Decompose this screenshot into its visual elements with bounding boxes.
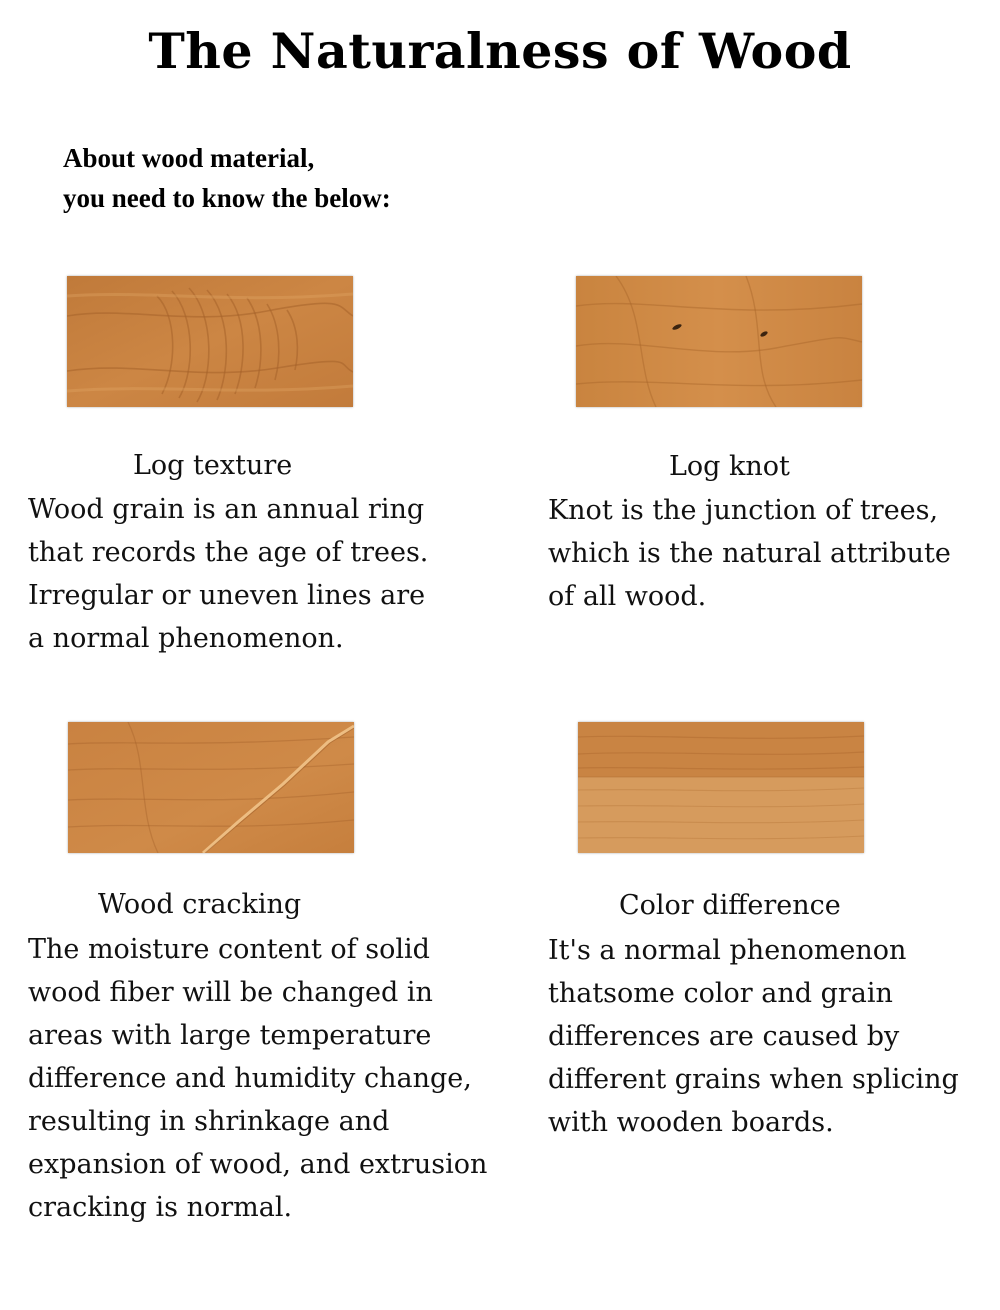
- log-texture-image: [67, 276, 353, 407]
- log-knot-description: [548, 489, 951, 618]
- description-line: cracking is normal.: [28, 1192, 293, 1223]
- intro-line: About wood material,: [63, 143, 315, 173]
- description-line: wood fiber will be changed in: [28, 977, 433, 1008]
- log-texture-description: [28, 488, 428, 660]
- intro-line: you need to know the below:: [63, 183, 391, 213]
- description-line: The moisture content of solid: [28, 934, 430, 965]
- description-line: that records the age of trees.: [28, 537, 429, 568]
- description-line: thatsome color and grain: [548, 978, 893, 1009]
- color-difference-heading: Color difference: [619, 890, 841, 921]
- page-title: The Naturalness of Wood: [148, 22, 852, 80]
- log-knot-heading: Log knot: [669, 451, 790, 482]
- description-line: Irregular or uneven lines are: [28, 580, 426, 611]
- intro-text: [63, 138, 391, 218]
- description-line: expansion of wood, and extrusion: [28, 1149, 488, 1180]
- log-texture-heading: Log texture: [133, 450, 293, 481]
- color-difference-description: [548, 929, 959, 1144]
- description-line: Knot is the junction of trees,: [548, 495, 939, 526]
- description-line: different grains when splicing: [548, 1064, 959, 1095]
- description-line: of all wood.: [548, 581, 707, 612]
- description-line: areas with large temperature: [28, 1020, 432, 1051]
- wood-cracking-heading: Wood cracking: [98, 889, 302, 920]
- description-line: Wood grain is an annual ring: [28, 494, 425, 525]
- description-line: a normal phenomenon.: [28, 623, 344, 654]
- color-difference-image: [578, 722, 864, 853]
- wood-cracking-description: [28, 928, 487, 1229]
- description-line: It's a normal phenomenon: [548, 935, 907, 966]
- log-knot-image: [576, 276, 862, 407]
- description-line: difference and humidity change,: [28, 1063, 472, 1094]
- description-line: with wooden boards.: [548, 1107, 834, 1138]
- description-line: which is the natural attribute: [548, 538, 951, 569]
- wood-cracking-image: [68, 722, 354, 853]
- description-line: differences are caused by: [548, 1021, 900, 1052]
- description-line: resulting in shrinkage and: [28, 1106, 390, 1137]
